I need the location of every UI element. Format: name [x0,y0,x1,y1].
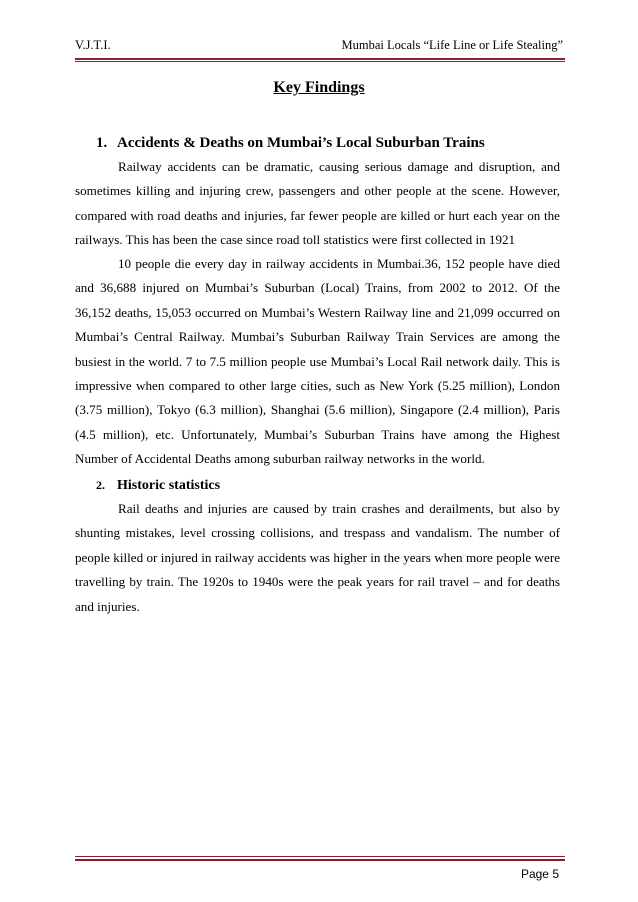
section-number: 2. [96,478,105,492]
page-title: Key Findings [273,79,365,96]
section-title: Accidents & Deaths on Mumbai’s Local Suburban Trains [117,135,485,151]
header-rule-thin [75,61,565,62]
header-rule-thick [75,58,565,60]
header-document-title: Mumbai Locals “Life Line or Life Stealing” [341,38,563,52]
page-number: Page 5 [520,867,559,881]
section-number: 1. [96,135,108,151]
footer-rule-thick [75,859,565,861]
section-title: Historic statistics [117,478,221,493]
footer-rule-thin [75,856,565,857]
header-institution: V.J.T.I. [75,38,111,52]
section-heading-1 [96,134,485,153]
paragraph-2: 10 people die every day in railway accidents in Mumbai.36, 152 people have died and 36,688 injured on Mumbai’s Suburban (Local) Trains, from 2002 to 2012. Of the 36,152 deaths, 15,053 occurred on Mumbai’s Western Railway line and 21,099 occurred on Mumbai’s Central Railway. Mumbai’s Suburban Railway Train Services are among the busiest in the world. 7 to 7.5 million people use Mumbai’s Local Rail network daily. This is impressive when compared to other large cities, such as New York (5.25 million), London (3.75 million), Tokyo (6.3 million), Shanghai (5.6 million), Singapore (2.4 million), Paris (4.5 million), etc. Unfortunately, Mumbai’s Suburban Trains have among the Highest Number of Accidental Deaths among suburban railway networks in the world. [75,256,560,467]
paragraph-3: Rail deaths and injuries are caused by train crashes and derailments, but also by shunting mistakes, level crossing collisions, and trespass and vandalism. The number of people killed or injured in railway accidents was higher in the years when more people were travelling by train. The 1920s to 1940s were the peak years for rail travel – and for deaths and injuries. [75,501,560,614]
paragraph-1: Railway accidents can be dramatic, causing serious damage and disruption, and sometimes killing and injuring crew, passengers and other people at the scene. However, compared with road deaths and injuries, far fewer people are killed or hurt each year on the railways. This has been the case since road toll statistics were first collected in 1921 [75,159,560,248]
section-heading-2 [96,476,220,495]
